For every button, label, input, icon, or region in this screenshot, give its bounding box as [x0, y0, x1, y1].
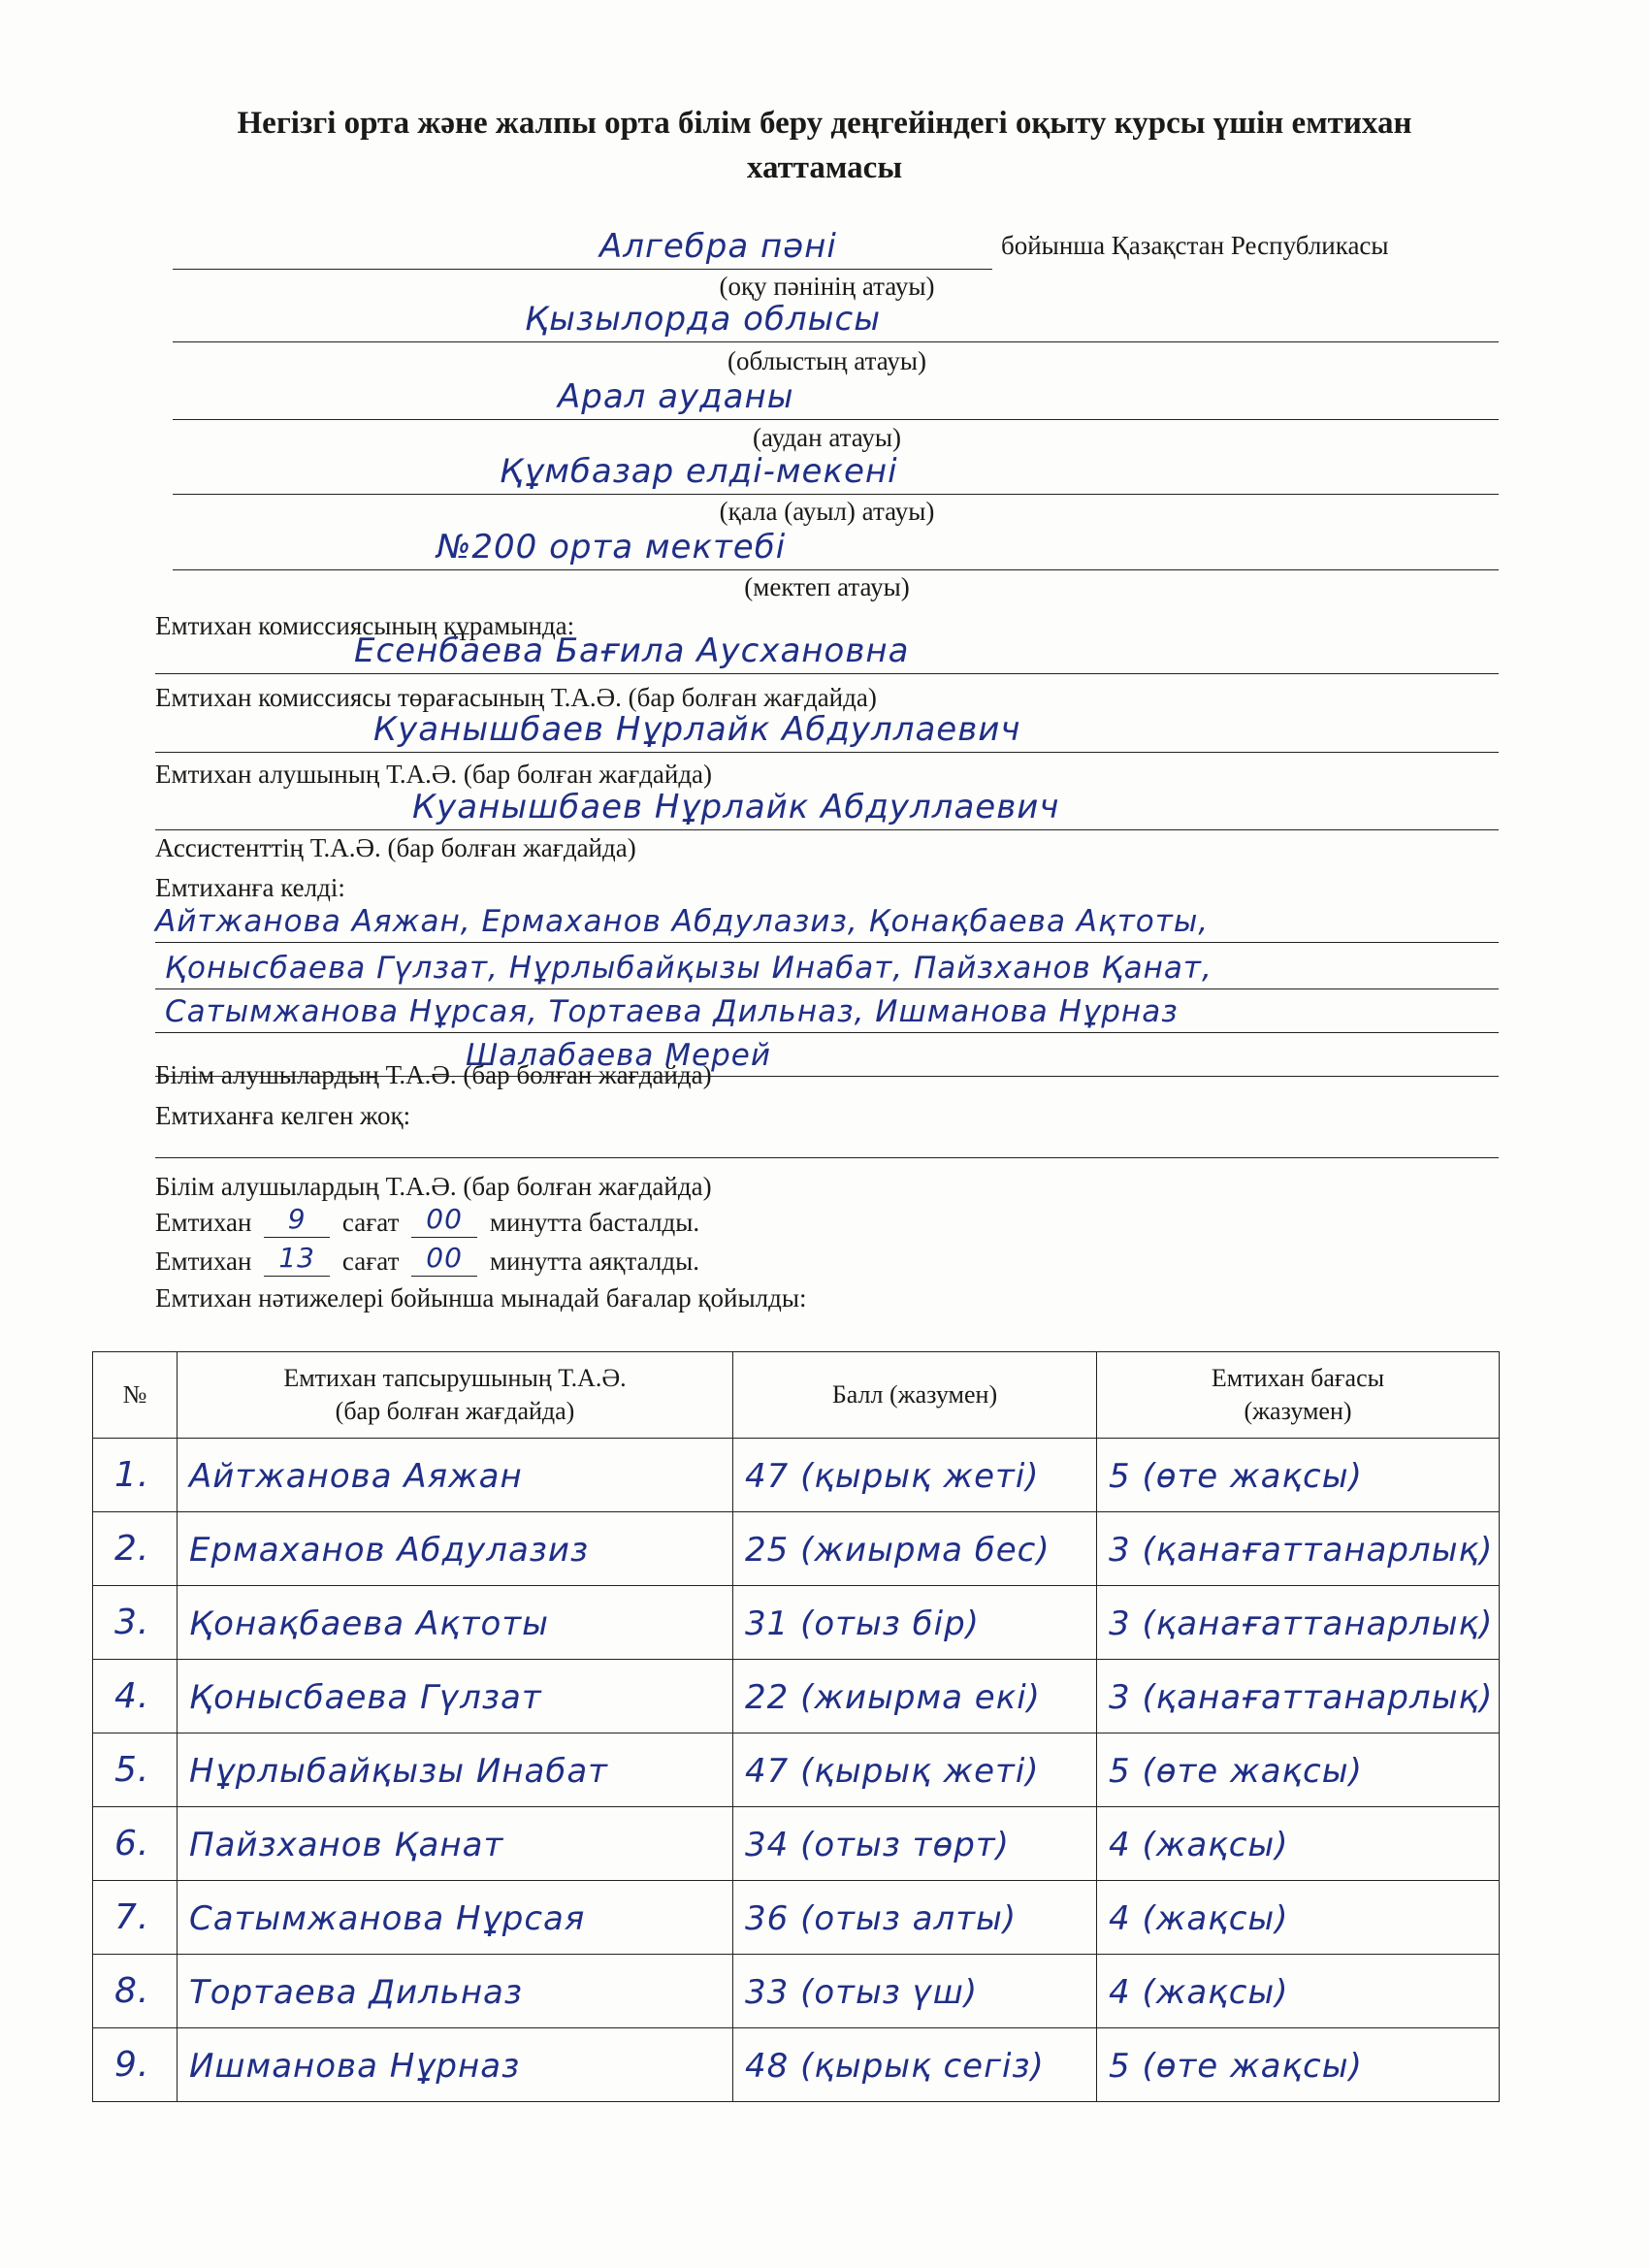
present-text-3: Сатымжанова Нұрсая, Тортаева Дильназ, Ишманова Нұрназ [165, 994, 1179, 1029]
header-name [178, 1352, 733, 1439]
table-row [93, 1733, 1500, 1807]
row-grade: 5 (өте жақсы) [1109, 2046, 1363, 2086]
row-name: Ишманова Нұрназ [189, 2046, 521, 2086]
subject-caption: (оқу пәнінің атауы) [719, 272, 935, 301]
table-row [93, 1881, 1500, 1955]
school-underline [173, 569, 1499, 570]
row-score-cell [733, 2028, 1097, 2102]
table-row [93, 1807, 1500, 1881]
row-score-cell [733, 1881, 1097, 1955]
title-line-1: Негізгі орта және жалпы орта білім беру деңгейіндегі оқыту курсы үшін емтихан [237, 106, 1412, 141]
present-underline-2 [155, 988, 1499, 989]
region-underline [173, 341, 1499, 342]
assistant-value: Куанышбаев Нұрлайк Абдуллаевич [412, 788, 1060, 826]
table-row [93, 2028, 1500, 2102]
start-hour-blank [264, 1203, 330, 1238]
row-grade-cell [1097, 1439, 1500, 1512]
row-num: 1. [93, 1439, 178, 1512]
present-line-2 [155, 951, 1499, 989]
settlement-value: Құмбазар елді-мекені [500, 452, 898, 491]
commission-label: Емтихан комиссиясының құрамында: [155, 611, 575, 640]
results-header-row [93, 1352, 1500, 1439]
row-num: 8. [93, 1955, 178, 2028]
row-score: 25 (жиырма бес) [745, 1530, 1051, 1570]
students-label: Білім алушылардың Т.А.Ә. (бар болған жағдайда) [155, 1060, 712, 1089]
subject-underline [173, 269, 992, 270]
assistant-label: Ассистенттің Т.А.Ә. (бар болған жағдайда) [155, 833, 636, 862]
row-score: 22 (жиырма екі) [745, 1677, 1041, 1717]
start-suffix: минутта басталды. [489, 1208, 700, 1237]
region-field [173, 300, 1499, 342]
row-grade-cell [1097, 2028, 1500, 2102]
row-name-cell [178, 1660, 733, 1733]
row-name-cell [178, 1733, 733, 1807]
row-num: 6. [93, 1807, 178, 1881]
table-row [93, 1512, 1500, 1586]
row-score-cell [733, 1586, 1097, 1660]
row-name: Айтжанова Аяжан [189, 1456, 523, 1496]
row-name: Нұрлыбайқызы Инабат [189, 1751, 608, 1791]
start-hour: 9 [287, 1203, 307, 1235]
row-num: 2. [93, 1512, 178, 1586]
row-name-cell [178, 1439, 733, 1512]
row-name-cell [178, 1512, 733, 1586]
chair-underline [155, 752, 1499, 753]
row-grade: 4 (жақсы) [1109, 1898, 1289, 1938]
school-caption: (мектеп атауы) [744, 572, 910, 601]
row-score-cell [733, 1512, 1097, 1586]
document-title [107, 101, 1542, 190]
row-name: Пайзханов Қанат [189, 1825, 504, 1864]
header-grade [1097, 1352, 1500, 1439]
row-name: Сатымжанова Нұрсая [189, 1898, 586, 1938]
start-min-blank [411, 1203, 477, 1238]
row-grade: 3 (қанағаттанарлық) [1109, 1530, 1494, 1570]
row-score: 33 (отыз үш) [745, 1972, 979, 2012]
region-caption: (облыстың атауы) [728, 346, 926, 375]
settlement-field [173, 452, 1499, 495]
present-underline-1 [155, 942, 1499, 943]
row-grade-cell [1097, 1733, 1500, 1807]
row-grade-cell [1097, 1586, 1500, 1660]
commission-member-value: Есенбаева Бағила Аусхановна [354, 632, 910, 670]
present-line-1 [155, 904, 1499, 943]
district-value: Арал ауданы [558, 377, 794, 416]
row-name-cell [178, 1586, 733, 1660]
present-text-2: Қонысбаева Гүлзат, Нұрлыбайқызы Инабат, Пайзханов Қанат, [165, 951, 1212, 986]
row-grade-cell [1097, 1881, 1500, 1955]
row-score: 36 (отыз алты) [745, 1898, 1018, 1938]
present-line-3 [155, 994, 1499, 1033]
row-grade-cell [1097, 1807, 1500, 1881]
start-time-row [155, 1203, 700, 1238]
end-hour-blank [264, 1242, 330, 1277]
row-name: Тортаева Дильназ [189, 1972, 523, 2012]
table-row [93, 1955, 1500, 2028]
start-hour-word: сағат [341, 1208, 400, 1237]
row-grade: 5 (өте жақсы) [1109, 1751, 1363, 1791]
subject-value: Алгебра пәні [599, 227, 837, 266]
subject-suffix: бойынша Қазақстан Республикасы [1001, 231, 1389, 260]
region-value: Қызылорда облысы [525, 300, 882, 339]
subject-field [173, 227, 992, 270]
commission-member-underline [155, 673, 1499, 674]
row-score-cell [733, 1955, 1097, 2028]
end-hour: 13 [278, 1242, 315, 1274]
chair-field [155, 710, 1499, 753]
row-num: 3. [93, 1586, 178, 1660]
header-name-line-1: Емтихан тапсырушының Т.А.Ә. [283, 1364, 627, 1392]
end-hour-word: сағат [341, 1247, 400, 1276]
row-name: Ермаханов Абдулазиз [189, 1530, 590, 1570]
students-label-2: Білім алушылардың Т.А.Ә. (бар болған жағдайда) [155, 1172, 712, 1201]
present-label: Емтиханға келді: [155, 873, 345, 902]
absent-underline [155, 1157, 1499, 1158]
present-underline-3 [155, 1032, 1499, 1033]
row-name-cell [178, 1955, 733, 2028]
table-row [93, 1439, 1500, 1512]
row-grade: 3 (қанағаттанарлық) [1109, 1604, 1494, 1643]
row-num: 5. [93, 1733, 178, 1807]
present-text-4: Шалабаева Мерей [466, 1038, 771, 1073]
table-row [93, 1660, 1500, 1733]
row-grade-cell [1097, 1512, 1500, 1586]
district-underline [173, 419, 1499, 420]
district-caption: (аудан атауы) [753, 423, 901, 452]
row-grade: 4 (жақсы) [1109, 1825, 1289, 1864]
examiner-label: Емтихан алушының Т.А.Ә. (бар болған жағдайда) [155, 760, 713, 789]
results-label: Емтихан нәтижелері бойынша мынадай бағалар қойылды: [155, 1283, 807, 1312]
row-grade: 4 (жақсы) [1109, 1972, 1289, 2012]
absent-label: Емтиханға келген жоқ: [155, 1101, 411, 1130]
header-name-line-2: (бар болған жағдайда) [335, 1397, 575, 1425]
row-name-cell [178, 1807, 733, 1881]
row-score: 47 (қырық жеті) [745, 1456, 1040, 1496]
start-prefix: Емтихан [155, 1208, 252, 1237]
chair-value: Куанышбаев Нұрлайк Абдуллаевич [373, 710, 1021, 749]
row-name: Қонақбаева Ақтоты [189, 1604, 549, 1643]
row-num: 7. [93, 1881, 178, 1955]
start-min: 00 [426, 1203, 463, 1235]
row-score-cell [733, 1733, 1097, 1807]
title-line-2: хаттамасы [746, 150, 903, 185]
end-suffix: минутта аяқталды. [489, 1247, 699, 1276]
end-time-row [155, 1242, 699, 1277]
table-row [93, 1586, 1500, 1660]
row-score-cell [733, 1660, 1097, 1733]
row-score: 48 (қырық сегіз) [745, 2046, 1045, 2086]
assistant-underline [155, 829, 1499, 830]
end-min: 00 [426, 1242, 463, 1274]
chair-label: Емтихан комиссиясы төрағасының Т.А.Ә. (бар болған жағдайда) [155, 683, 877, 712]
row-name-cell [178, 2028, 733, 2102]
row-score-cell [733, 1439, 1097, 1512]
results-table [92, 1351, 1500, 2102]
row-score: 31 (отыз бір) [745, 1604, 980, 1643]
school-value: №200 орта мектебі [436, 528, 787, 567]
row-name-cell [178, 1881, 733, 1955]
settlement-caption: (қала (ауыл) атауы) [719, 497, 935, 526]
row-grade: 3 (қанағаттанарлық) [1109, 1677, 1494, 1717]
header-grade-line-2: (жазумен) [1244, 1397, 1352, 1425]
row-num: 4. [93, 1660, 178, 1733]
present-text-1: Айтжанова Аяжан, Ермаханов Абдулазиз, Қонақбаева Ақтоты, [155, 904, 1210, 939]
header-score: Балл (жазумен) [733, 1352, 1097, 1439]
row-score: 34 (отыз төрт) [745, 1825, 1010, 1864]
header-num: № [93, 1352, 178, 1439]
row-name: Қонысбаева Гүлзат [189, 1677, 542, 1717]
end-min-blank [411, 1242, 477, 1277]
assistant-field [155, 788, 1499, 830]
school-field [173, 528, 1499, 570]
end-prefix: Емтихан [155, 1247, 252, 1276]
row-num: 9. [93, 2028, 178, 2102]
district-field [173, 377, 1499, 420]
row-score: 47 (қырық жеті) [745, 1751, 1040, 1791]
row-grade-cell [1097, 1955, 1500, 2028]
settlement-underline [173, 494, 1499, 495]
row-score-cell [733, 1807, 1097, 1881]
row-grade: 5 (өте жақсы) [1109, 1456, 1363, 1496]
header-grade-line-1: Емтихан бағасы [1211, 1364, 1385, 1392]
row-grade-cell [1097, 1660, 1500, 1733]
commission-member-field [155, 632, 1499, 674]
